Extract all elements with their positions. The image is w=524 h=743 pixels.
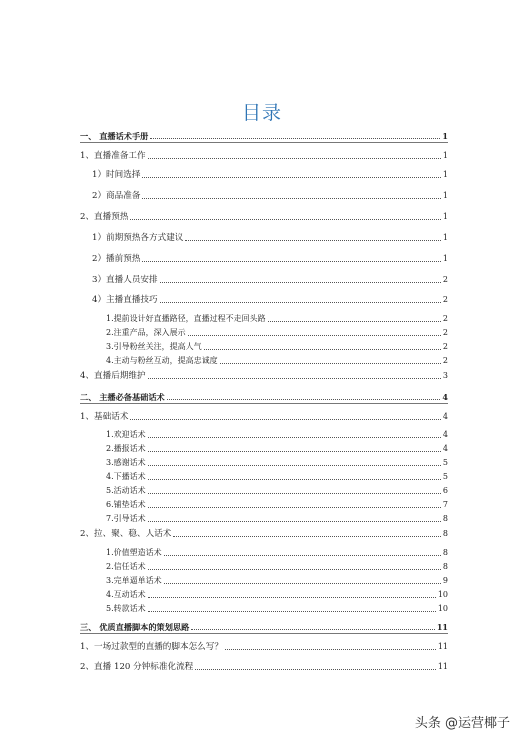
toc-entry[interactable]	[106, 587, 448, 601]
toc-entry-page-number: 3	[442, 371, 448, 380]
toc-leader-dots	[160, 282, 441, 283]
toc-leader-dots	[148, 569, 441, 570]
toc-leader-dots	[130, 419, 440, 420]
toc-entry[interactable]	[106, 441, 448, 455]
toc-leader-dots	[148, 521, 441, 522]
toc-entry-label: 3.感谢话术	[106, 458, 146, 467]
toc-entry-page-number: 2	[442, 356, 448, 365]
toc-entry-label: 2.信任话术	[106, 562, 146, 571]
toc-entry-page-number: 4	[442, 392, 448, 402]
toc-entry[interactable]	[106, 339, 448, 353]
toc-entry-label: 7.引导话术	[106, 514, 146, 523]
toc-entry-page-number: 1	[442, 212, 448, 221]
toc-entry-label: 1.价值塑造话术	[106, 548, 162, 557]
toc-entry[interactable]	[80, 639, 448, 653]
toc-entry[interactable]	[106, 601, 448, 615]
toc-entry-page-number: 7	[442, 500, 448, 509]
toc-entry-page-number: 1	[442, 254, 448, 263]
toc-entry-label: 2、拉、聚、稳、人话术	[80, 529, 172, 539]
toc-entry[interactable]	[80, 526, 448, 540]
watermark	[415, 712, 510, 731]
toc-entry-label: 6.铺垫话术	[106, 500, 146, 509]
toc-entry-label: 1、基础话术	[80, 412, 129, 422]
toc-entry-label: 三、 优质直播脚本的策划思路	[80, 622, 190, 632]
toc-entry[interactable]	[80, 128, 448, 143]
toc-entry-page-number: 5	[442, 458, 448, 467]
toc-entry-page-number: 6	[442, 486, 448, 495]
toc-leader-dots	[164, 583, 441, 584]
toc-entry[interactable]	[106, 311, 448, 325]
toc-entry[interactable]	[80, 659, 448, 673]
toc-entry[interactable]	[106, 559, 448, 573]
toc-entry-page-number: 1	[442, 191, 448, 200]
toc-leader-dots	[220, 363, 441, 364]
toc-entry-page-number: 4	[442, 430, 448, 439]
toc-leader-dots	[191, 629, 435, 630]
toc-entry-page-number: 2	[442, 275, 448, 284]
toc-entry[interactable]	[106, 469, 448, 483]
toc-entry-label: 一、 直播话术手册	[80, 131, 149, 141]
toc-leader-dots	[268, 321, 441, 322]
toc-entry-label: 2.播报话术	[106, 444, 146, 453]
toc-leader-dots	[164, 555, 441, 556]
toc-entry-page-number: 8	[442, 562, 448, 571]
toc-leader-dots	[130, 219, 440, 220]
toc-entry[interactable]	[106, 497, 448, 511]
toc-entry-label: 2、直播 120 分钟标准化流程	[80, 662, 194, 672]
toc-leader-dots	[185, 240, 441, 241]
toc-entry-page-number: 5	[442, 472, 448, 481]
toc-entry-page-number: 1	[442, 170, 448, 179]
toc-entry-label: 二、 主播必备基础话术	[80, 392, 165, 402]
toc-entry-page-number: 8	[442, 529, 448, 538]
toc-entry-label: 2）播前预热	[92, 254, 141, 264]
toc-title: 目录	[241, 102, 282, 124]
toc-leader-dots	[148, 378, 441, 379]
toc-entry-label: 3）直播人员安排	[92, 275, 158, 285]
toc-entry-label: 5.活动话术	[106, 486, 146, 495]
toc-leader-dots	[173, 536, 441, 537]
toc-entry-label: 4）主播直播技巧	[92, 295, 158, 305]
toc-entry-page-number: 10	[437, 590, 448, 599]
toc-leader-dots	[148, 597, 436, 598]
toc-entry[interactable]	[106, 353, 448, 367]
toc-entry-page-number: 9	[442, 576, 448, 585]
toc-entry-label: 1）时间选择	[92, 170, 141, 180]
toc-entry-label: 1、直播准备工作	[80, 151, 146, 161]
toc-entry-page-number: 4	[442, 412, 448, 421]
toc-entry[interactable]	[106, 427, 448, 441]
toc-leader-dots	[148, 451, 441, 452]
toc-leader-dots	[142, 177, 440, 178]
toc-entry-label: 1）前期预热各方式建议	[92, 233, 184, 243]
toc-entry[interactable]	[92, 292, 448, 306]
toc-entry-label: 4.主动与粉丝互动，提高忠诚度	[106, 356, 218, 365]
toc-entry[interactable]	[106, 573, 448, 587]
toc-entry[interactable]	[106, 511, 448, 525]
toc-entry-page-number: 11	[437, 662, 448, 671]
toc-leader-dots	[148, 465, 441, 466]
toc-entry-page-number: 4	[442, 444, 448, 453]
toc-entry-page-number: 2	[442, 314, 448, 323]
toc-leader-dots	[167, 399, 441, 400]
toc-entry-page-number: 2	[442, 342, 448, 351]
toc-entry[interactable]	[106, 325, 448, 339]
toc-leader-dots	[204, 349, 441, 350]
toc-entry-label: 4.下播话术	[106, 472, 146, 481]
toc-entry[interactable]	[80, 409, 448, 423]
toc-leader-dots	[148, 158, 441, 159]
toc-entry[interactable]	[106, 545, 448, 559]
toc-leader-dots	[225, 649, 436, 650]
toc-entry[interactable]	[92, 272, 448, 286]
toc-entry-page-number: 2	[442, 295, 448, 304]
toc-leader-dots	[142, 261, 440, 262]
toc-entry-label: 3.引导粉丝关注，提高人气	[106, 342, 202, 351]
toc-leader-dots	[148, 507, 441, 508]
toc-leader-dots	[148, 611, 436, 612]
toc-leader-dots	[160, 302, 441, 303]
toc-entry-page-number: 8	[442, 548, 448, 557]
toc-entry-label: 1.欢迎话术	[106, 430, 146, 439]
toc-entry-label: 1、一场过款型的直播的脚本怎么写？	[80, 642, 223, 652]
toc-leader-dots	[150, 138, 440, 139]
toc-leader-dots	[148, 493, 441, 494]
toc-entry[interactable]	[106, 455, 448, 469]
toc-entry-page-number: 11	[436, 622, 448, 632]
toc-entry-label: 2）商品准备	[92, 191, 141, 201]
toc-entry[interactable]	[92, 230, 448, 244]
toc-entry-page-number: 11	[437, 642, 448, 651]
toc-leader-dots	[148, 479, 441, 480]
toc-entry[interactable]	[80, 389, 448, 404]
toc-leader-dots	[195, 669, 436, 670]
toc-entry-label: 2.注重产品，深入展示	[106, 328, 186, 337]
toc-entry-page-number: 8	[442, 514, 448, 523]
toc-leader-dots	[188, 335, 441, 336]
toc-entry-page-number: 1	[442, 131, 448, 141]
toc-entry-label: 3.完单逼单话术	[106, 576, 162, 585]
toc-entry-label: 1.提前设计好直播路径，直播过程不走回头路	[106, 314, 266, 323]
toc-entry[interactable]	[92, 188, 448, 202]
toc-entry-label: 2、直播预热	[80, 212, 129, 222]
toc-entry-label: 4.互动话术	[106, 590, 146, 599]
toc-entry-page-number: 1	[442, 151, 448, 160]
toc-entry-page-number: 1	[442, 233, 448, 242]
toc-entry[interactable]	[80, 148, 448, 162]
toc-entry[interactable]	[80, 209, 448, 223]
toc-entry-page-number: 2	[442, 328, 448, 337]
toc-entry[interactable]	[92, 251, 448, 265]
toc-entry[interactable]	[80, 368, 448, 382]
toc-entry[interactable]	[92, 167, 448, 181]
toc-entry-label: 4、直播后期维护	[80, 371, 146, 381]
toc-entry-label: 5.转款话术	[106, 604, 146, 613]
toc-entry[interactable]	[80, 619, 448, 634]
toc-leader-dots	[148, 437, 441, 438]
toc-entry[interactable]	[106, 483, 448, 497]
toc-entry-page-number: 10	[437, 604, 448, 613]
toc-leader-dots	[142, 198, 440, 199]
watermark-text: 头条 @运营椰子	[414, 716, 510, 731]
